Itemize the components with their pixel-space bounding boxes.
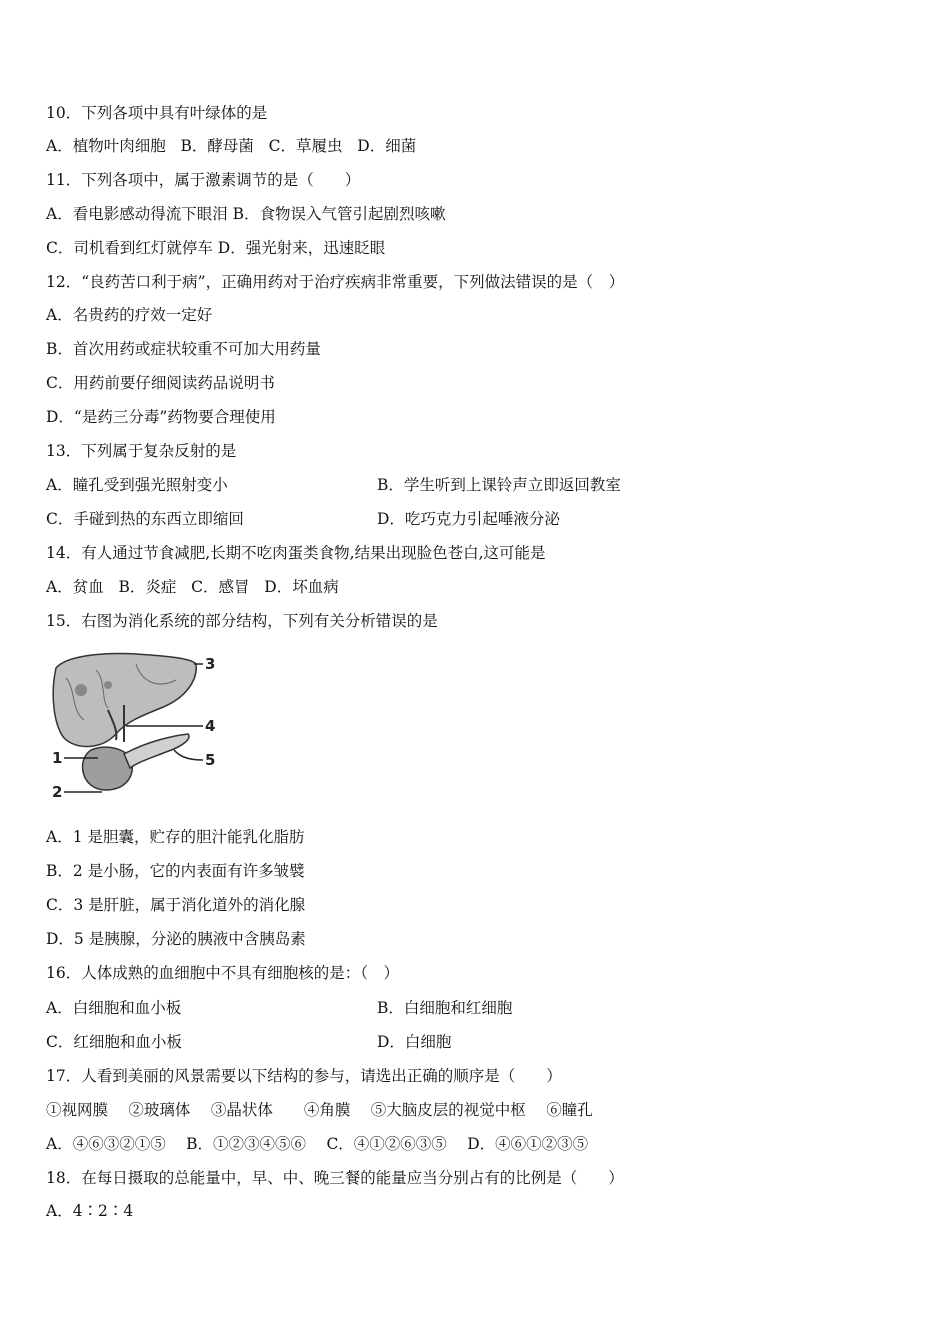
q15-stem: 15．右图为消化系统的部分结构，下列有关分析错误的是 — [46, 612, 438, 630]
q15-option-d: D．5 是胰腺，分泌的胰液中含胰岛素 — [46, 930, 306, 948]
q16-stem: 16．人体成熟的血细胞中不具有细胞核的是：（ ） — [46, 964, 399, 982]
q12-option-d: D．“是药三分毒”药物要合理使用 — [46, 408, 276, 426]
q13-option-b: B．学生听到上课铃声立即返回教室 — [377, 476, 621, 494]
q15-option-b: B．2 是小肠，它的内表面有许多皱襞 — [46, 862, 305, 880]
pancreas-shape — [124, 734, 189, 768]
q13-option-c: C．手碰到热的东西立即缩回 — [46, 510, 244, 528]
q10-options: A．植物叶肉细胞 B．酵母菌 C．草履虫 D．细菌 — [46, 137, 417, 155]
q12-option-c: C．用药前要仔细阅读药品说明书 — [46, 374, 275, 392]
q13-option-d: D．吃巧克力引起唾液分泌 — [377, 510, 560, 528]
q12-option-b: B．首次用药或症状较重不可加大用药量 — [46, 340, 321, 358]
q14-options: A．贫血 B．炎症 C．感冒 D．坏血病 — [46, 578, 339, 596]
q13-stem: 13．下列属于复杂反射的是 — [46, 442, 237, 460]
q13-option-a: A．瞳孔受到强光照射变小 — [46, 476, 228, 494]
q11-options-cd: C．司机看到红灯就停车 D．强光射来，迅速眨眼 — [46, 239, 386, 257]
q12-stem: 12．“良药苦口利于病”，正确用药对于治疗疾病非常重要，下列做法错误的是（ ） — [46, 273, 625, 291]
q14-stem: 14．有人通过节食减肥,长期不吃肉蛋类食物,结果出现脸色苍白,这可能是 — [46, 544, 546, 562]
figure-label-4: 4 — [205, 717, 216, 735]
figure-label-2: 2 — [52, 783, 63, 801]
q16-option-a: A．白细胞和血小板 — [46, 999, 182, 1017]
q11-options-ab: A．看电影感动得流下眼泪 B．食物误入气管引起剧烈咳嗽 — [46, 205, 446, 223]
digestive-system-figure — [46, 650, 226, 802]
q17-items: ①视网膜 ②玻璃体 ③晶状体 ④角膜 ⑤大脑皮层的视觉中枢 ⑥瞳孔 — [46, 1101, 593, 1119]
q18-stem: 18．在每日摄取的总能量中，早、中、晚三餐的能量应当分别占有的比例是（ ） — [46, 1169, 624, 1187]
q17-stem: 17．人看到美丽的风景需要以下结构的参与，请选出正确的顺序是（ ） — [46, 1067, 562, 1085]
figure-label-5: 5 — [205, 751, 216, 769]
q18-option-a: A．4∶2∶4 — [46, 1202, 134, 1220]
figure-label-3: 3 — [205, 655, 216, 673]
q15-option-c: C．3 是肝脏，属于消化道外的消化腺 — [46, 896, 306, 914]
q16-option-d: D．白细胞 — [377, 1033, 452, 1051]
q10-stem: 10．下列各项中具有叶绿体的是 — [46, 104, 268, 122]
q16-option-c: C．红细胞和血小板 — [46, 1033, 182, 1051]
figure-label-1: 1 — [52, 749, 63, 767]
q11-stem: 11．下列各项中，属于激素调节的是（ ） — [46, 171, 361, 189]
q16-option-b: B．白细胞和红细胞 — [377, 999, 513, 1017]
q17-options: A．④⑥③②①⑤ B．①②③④⑤⑥ C．④①②⑥③⑤ D．④⑥①②③⑤ — [46, 1135, 589, 1153]
q15-option-a: A．1 是胆囊，贮存的胆汁能乳化脂肪 — [46, 828, 305, 846]
q12-option-a: A．名贵药的疗效一定好 — [46, 306, 213, 324]
